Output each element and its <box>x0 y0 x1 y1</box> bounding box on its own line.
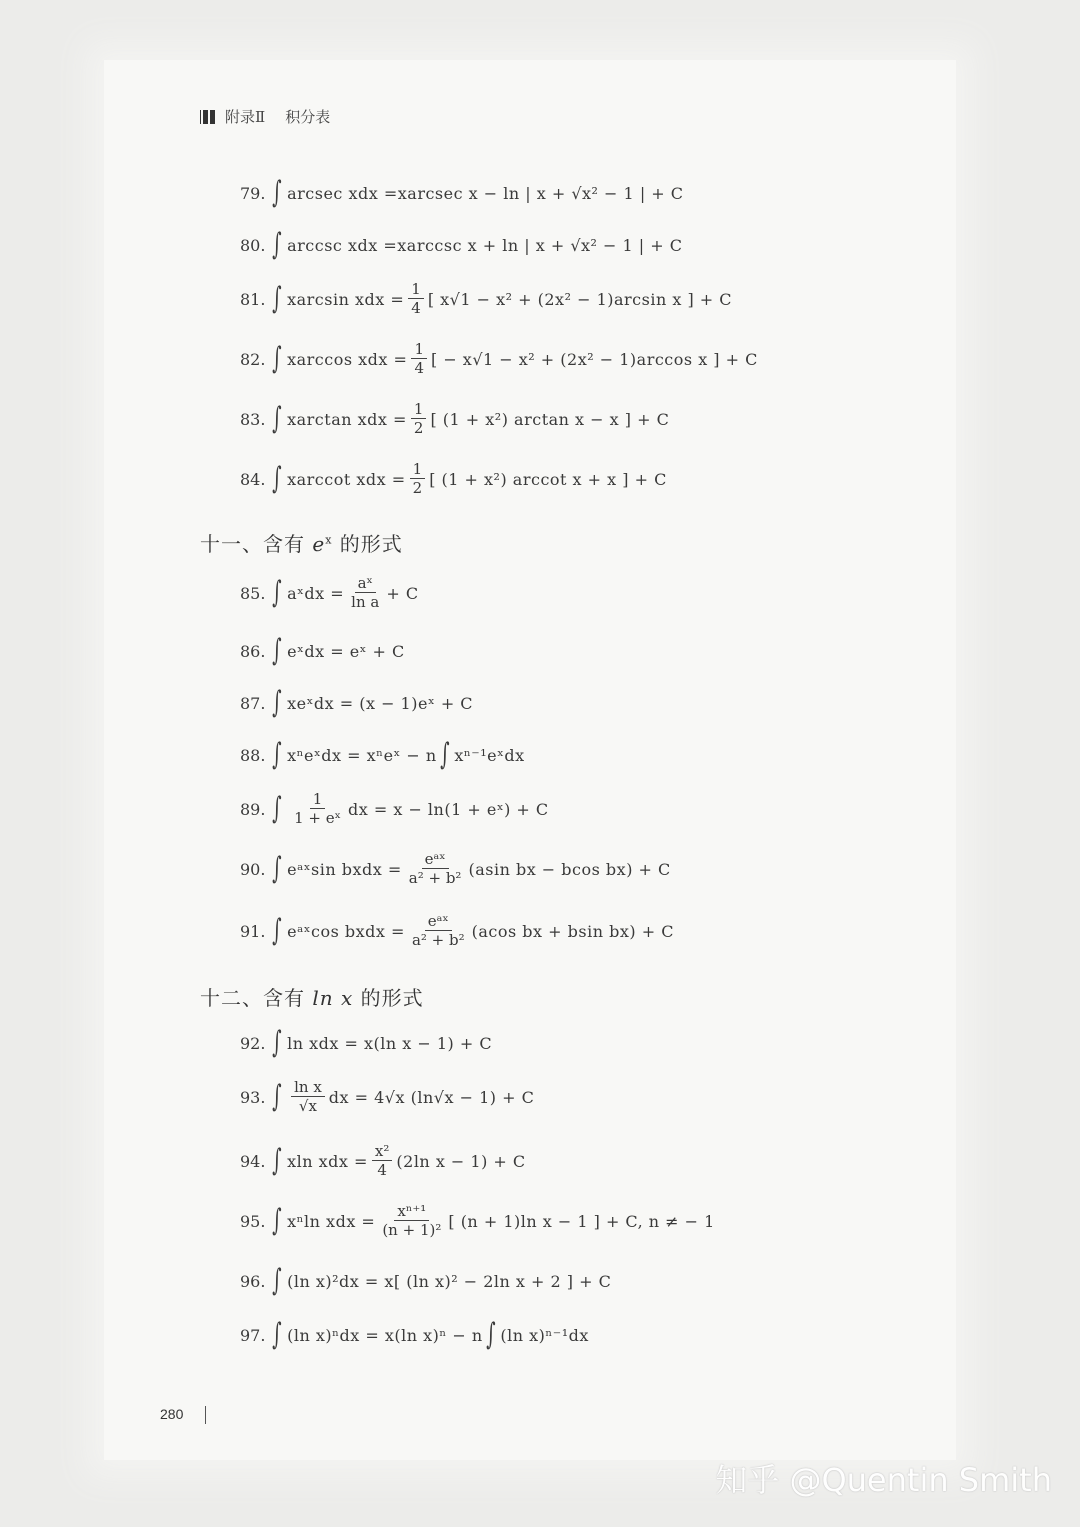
integral-icon: ∫ <box>272 227 282 262</box>
formula-79 <box>240 175 684 210</box>
formula-91 <box>240 912 674 951</box>
formula-lhs: xln xdx = <box>287 1151 368 1171</box>
integral-icon: ∫ <box>272 461 282 497</box>
integral-icon: ∫ <box>272 1143 282 1179</box>
formula-number: 92. <box>240 1033 266 1053</box>
formula-86 <box>240 633 405 668</box>
formula-rhs: (ln x)ⁿ⁻¹dx <box>500 1325 589 1345</box>
formula-number: 82. <box>240 349 266 369</box>
fraction: $\frac{\text{eᵃˣ}}{\text{a² + b²}}$ <box>411 912 465 949</box>
formula-lhs: xarcsin xdx = <box>287 289 405 309</box>
formula-94 <box>240 1142 526 1181</box>
formula-rhs: dx = x − ln(1 + eˣ) + C <box>347 799 549 819</box>
formula-lhs: eˣdx = eˣ + C <box>287 641 405 661</box>
formula-lhs: (ln x)ⁿdx = x(ln x)ⁿ − n <box>287 1325 483 1345</box>
formula-90 <box>240 850 671 889</box>
formula-89 <box>240 790 549 829</box>
header-title: 积分表 <box>285 108 331 126</box>
section-heading-11: 十一、含有 $e^x$ 的形式 <box>200 532 403 556</box>
integral-icon: ∫ <box>485 1317 496 1352</box>
integral-icon: ∫ <box>272 913 282 949</box>
integral-icon: ∫ <box>272 341 282 377</box>
integral-icon: ∫ <box>272 401 282 437</box>
formula-number: 89. <box>240 799 266 819</box>
formula-number: 96. <box>240 1271 266 1291</box>
formula-number: 80. <box>240 235 266 255</box>
formula-97 <box>240 1317 589 1352</box>
formula-number: 87. <box>240 693 266 713</box>
integral-icon: ∫ <box>272 737 282 772</box>
formula-number: 91. <box>240 921 266 941</box>
formula-rhs: xarccsc x + ln | x + √x² − 1 | + C <box>397 235 683 255</box>
formula-lhs: arccsc xdx = <box>287 235 398 255</box>
formula-rhs: (acos bx + bsin bx) + C <box>471 921 674 941</box>
formula-rhs: [ (1 + x²) arccot x + x ] + C <box>429 469 667 489</box>
formula-95 <box>240 1202 715 1241</box>
formula-85 <box>240 574 419 613</box>
header-part: 附录Ⅱ <box>225 108 266 126</box>
section-heading-12: 十二、含有 ln x 的形式 <box>200 986 424 1010</box>
header-bars-icon <box>200 110 215 124</box>
integral-icon: ∫ <box>272 281 282 317</box>
formula-lhs: ln xdx = x(ln x − 1) + C <box>287 1033 493 1053</box>
formula-rhs: xarcsec x − ln | x + √x² − 1 | + C <box>397 183 684 203</box>
formula-number: 79. <box>240 183 266 203</box>
formula-lhs: xarccos xdx = <box>287 349 408 369</box>
formula-number: 88. <box>240 745 266 765</box>
formula-lhs: xarccot xdx = <box>287 469 406 489</box>
fraction: $\frac{1}{\text{1 + eˣ}}$ <box>294 790 341 827</box>
watermark: 知乎 @Quentin Smith <box>715 1461 1052 1499</box>
formula-number: 94. <box>240 1151 266 1171</box>
formula-lhs: xeˣdx = (x − 1)eˣ + C <box>287 693 474 713</box>
formula-lhs: arcsec xdx = <box>287 183 398 203</box>
fraction: $\frac{\text{x²}}{4}$ <box>372 1142 392 1181</box>
formula-number: 85. <box>240 583 266 603</box>
formula-96 <box>240 1263 612 1298</box>
formula-84 <box>240 460 667 499</box>
formula-81 <box>240 280 732 319</box>
formula-number: 95. <box>240 1211 266 1231</box>
fraction: $\frac{\text{ln x}}{√x}$ <box>291 1078 325 1117</box>
formula-rhs: [ (n + 1)ln x − 1 ] + C, n ≠ − 1 <box>448 1211 715 1231</box>
formula-lhs: eᵃˣsin bxdx = <box>287 859 402 879</box>
integral-icon: ∫ <box>272 791 282 827</box>
formula-rhs: xⁿ⁻¹eˣdx <box>454 745 525 765</box>
integral-icon: ∫ <box>272 1079 282 1115</box>
integral-icon: ∫ <box>272 1263 282 1298</box>
fraction: $\frac{1}{4}$ <box>408 280 424 319</box>
formula-lhs: xⁿln xdx = <box>287 1211 376 1231</box>
integral-icon: ∫ <box>272 685 282 720</box>
formula-rhs: [ − x√1 − x² + (2x² − 1)arccos x ] + C <box>430 349 758 369</box>
fraction: $\frac{1}{4}$ <box>411 340 427 379</box>
running-header <box>200 106 330 127</box>
formula-lhs: eᵃˣcos bxdx = <box>287 921 405 941</box>
formula-rhs: + C <box>386 583 419 603</box>
divider <box>205 1406 206 1424</box>
formula-number: 83. <box>240 409 266 429</box>
fraction: $\frac{\text{xⁿ⁺¹}}{\text{(n + 1)²}}$ <box>382 1202 442 1239</box>
page-sheet <box>104 60 956 1460</box>
formula-93 <box>240 1078 534 1117</box>
formula-rhs: (2ln x − 1) + C <box>396 1151 526 1171</box>
formula-lhs: aˣdx = <box>287 583 345 603</box>
formula-number: 81. <box>240 289 266 309</box>
integral-icon: ∫ <box>272 851 282 887</box>
formula-rhs: dx = 4√x (ln√x − 1) + C <box>328 1087 535 1107</box>
formula-80 <box>240 227 683 262</box>
fraction: $\frac{1}{2}$ <box>411 400 427 439</box>
integral-icon: ∫ <box>439 737 450 772</box>
formula-number: 97. <box>240 1325 266 1345</box>
formula-lhs: (ln x)²dx = x[ (ln x)² − 2ln x + 2 ] + C <box>287 1271 612 1291</box>
formula-number: 84. <box>240 469 266 489</box>
fraction: $\frac{1}{2}$ <box>410 460 426 499</box>
integral-icon: ∫ <box>272 633 282 668</box>
formula-rhs: [ (1 + x²) arctan x − x ] + C <box>430 409 670 429</box>
integral-icon: ∫ <box>272 1203 282 1239</box>
formula-82 <box>240 340 758 379</box>
formula-lhs: xⁿeˣdx = xⁿeˣ − n <box>287 745 437 765</box>
formula-rhs: (asin bx − bcos bx) + C <box>468 859 671 879</box>
integral-icon: ∫ <box>272 575 282 611</box>
formula-88 <box>240 737 525 772</box>
page-number: 280 <box>160 1406 206 1424</box>
integral-icon: ∫ <box>272 1025 282 1060</box>
integral-icon: ∫ <box>272 1317 282 1352</box>
formula-rhs: [ x√1 − x² + (2x² − 1)arcsin x ] + C <box>427 289 733 309</box>
formula-number: 93. <box>240 1087 266 1107</box>
formula-83 <box>240 400 669 439</box>
formula-number: 90. <box>240 859 266 879</box>
formula-number: 86. <box>240 641 266 661</box>
formula-92 <box>240 1025 493 1060</box>
formula-87 <box>240 685 474 720</box>
formula-lhs: xarctan xdx = <box>287 409 407 429</box>
fraction: $\frac{\text{aˣ}}{\text{ln a}}$ <box>351 574 380 611</box>
fraction: $\frac{\text{eᵃˣ}}{\text{a² + b²}}$ <box>408 850 462 887</box>
integral-icon: ∫ <box>272 175 282 210</box>
